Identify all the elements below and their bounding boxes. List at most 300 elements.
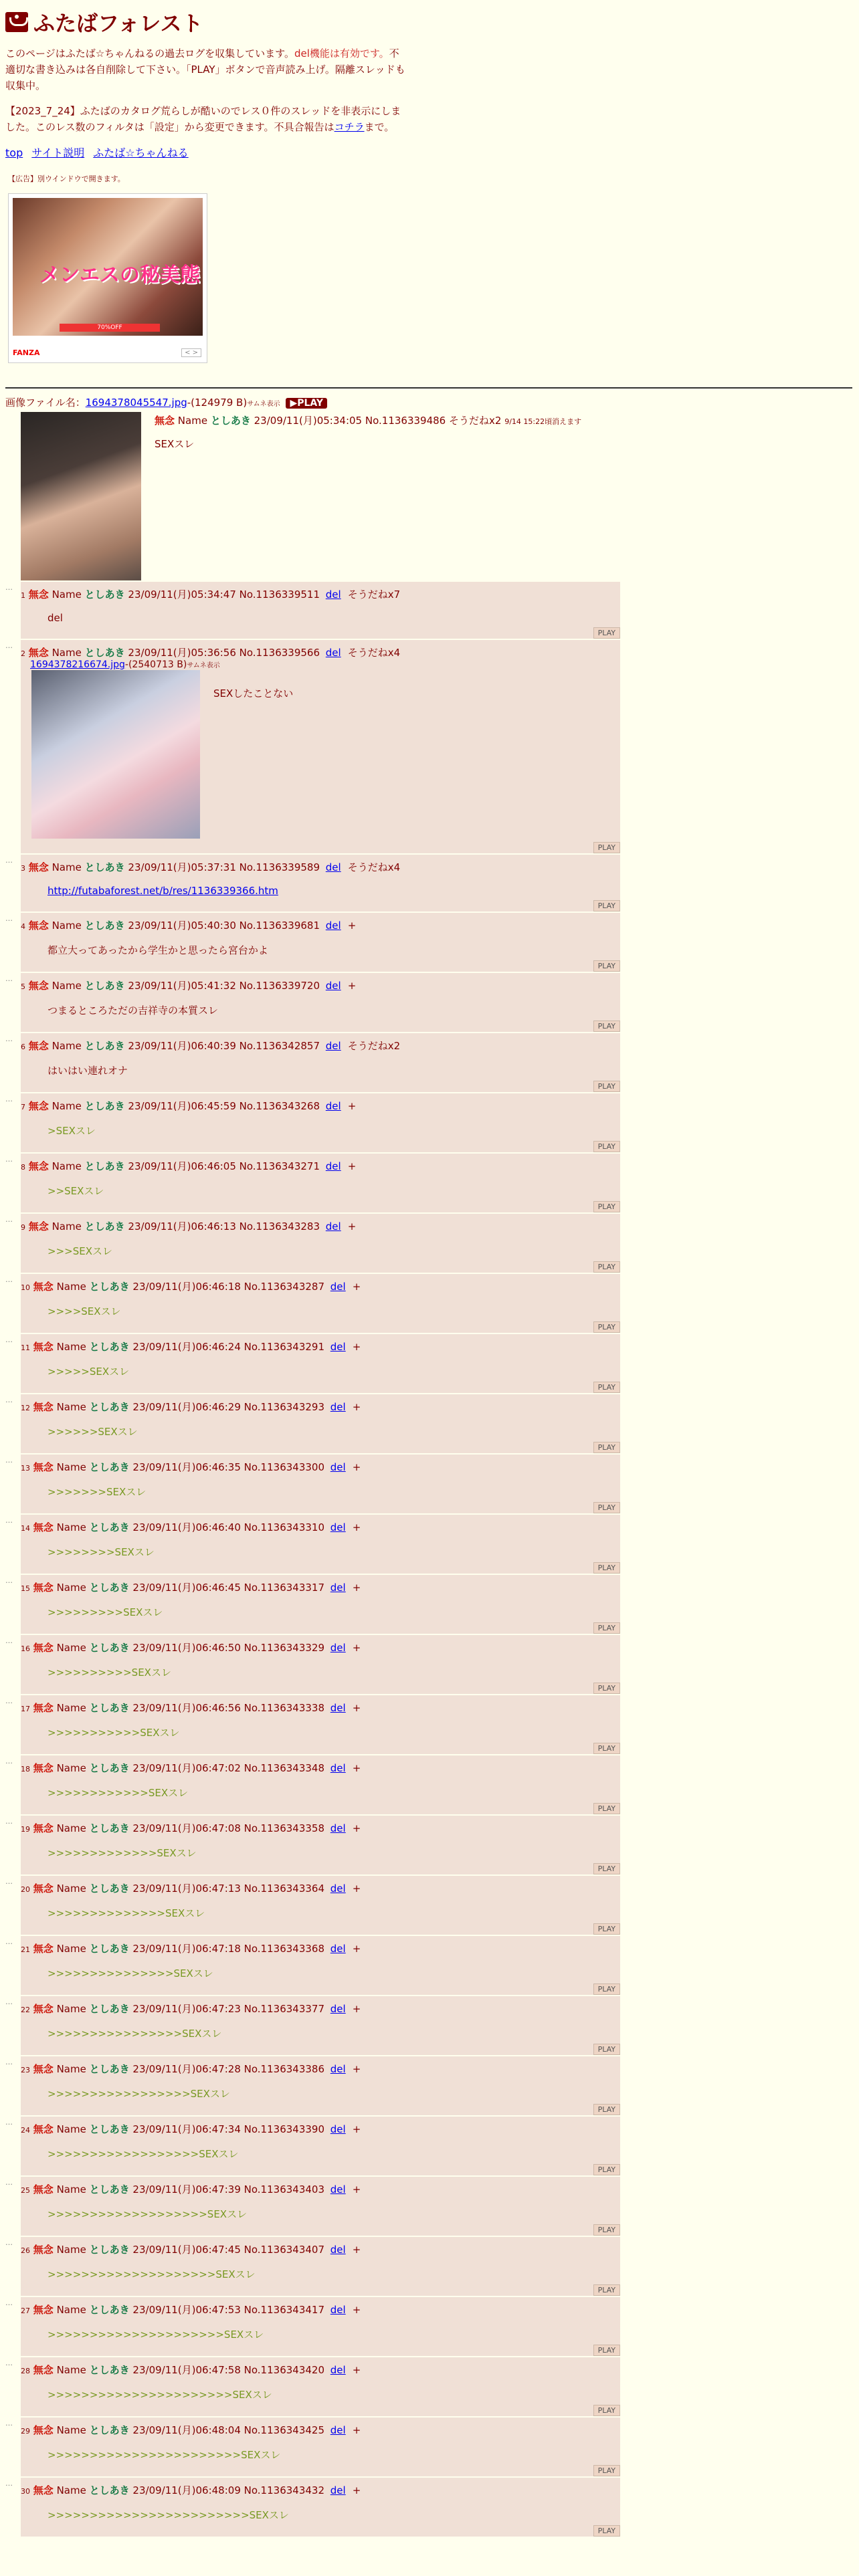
reply-thumbnail[interactable] <box>31 670 200 839</box>
reply-name: としあき <box>89 1943 130 1955</box>
reply-message: >>>>>>>>>>>>SEXスレ <box>47 1787 189 1799</box>
reply-play-button[interactable]: PLAY <box>593 2465 620 2476</box>
reply-post <box>21 1214 620 1273</box>
reply-play-button[interactable]: PLAY <box>593 2104 620 2115</box>
reply-del-link[interactable]: del <box>330 1401 346 1413</box>
op-play-button[interactable]: ▶PLAY <box>286 398 327 409</box>
intro-paragraph-2 <box>5 103 407 135</box>
reply-sodane[interactable]: + <box>352 2304 361 2316</box>
reply-play-button[interactable]: PLAY <box>593 2345 620 2356</box>
reply-name-label: Name <box>56 1461 86 1473</box>
reply-row <box>5 2117 852 2175</box>
reply-datetime: 23/09/11(月)06:48:09 <box>132 2484 241 2496</box>
reply-sodane[interactable]: + <box>352 1401 361 1413</box>
ad-brand-logo: FANZA <box>13 348 40 357</box>
reply-play-button[interactable]: PLAY <box>593 1502 620 1513</box>
reply-play-button[interactable]: PLAY <box>593 2044 620 2055</box>
site-header <box>5 7 852 37</box>
reply-dots: … <box>5 1636 13 1645</box>
reply-play-button[interactable]: PLAY <box>593 1803 620 1814</box>
reply-post <box>21 1635 620 1694</box>
reply-number: No.1136343432 <box>244 2484 324 2496</box>
reply-index: 6 <box>21 1043 25 1051</box>
reply-play-button[interactable]: PLAY <box>593 1683 620 1694</box>
reply-del-link[interactable]: del <box>330 1943 346 1955</box>
reply-name-label: Name <box>52 861 82 873</box>
reply-sodane[interactable]: そうだねx2 <box>347 1040 401 1052</box>
reply-subject: 無念 <box>33 2123 54 2135</box>
reply-header <box>21 2483 620 2497</box>
reply-sodane[interactable]: + <box>352 2123 361 2135</box>
op-file-label: 画像ファイル名： <box>5 397 86 409</box>
reply-header <box>21 2062 620 2076</box>
reply-del-link[interactable]: del <box>330 2484 346 2496</box>
reply-subject: 無念 <box>33 2484 54 2496</box>
reply-play-button[interactable]: PLAY <box>593 1983 620 1995</box>
reply-del-link[interactable]: del <box>330 1702 346 1714</box>
reply-datetime: 23/09/11(月)06:47:39 <box>132 2183 241 2195</box>
reply-sodane[interactable]: + <box>352 1582 361 1594</box>
reply-sodane[interactable]: そうだねx7 <box>347 588 401 601</box>
reply-name-label: Name <box>52 980 82 992</box>
reply-del-link[interactable]: del <box>330 2424 346 2436</box>
reply-post <box>21 640 620 853</box>
reply-sodane[interactable]: + <box>352 2424 361 2436</box>
op-thumbnail[interactable] <box>21 412 141 580</box>
reply-name: としあき <box>84 647 125 659</box>
reply-file-link[interactable]: 1694378216674.jpg <box>30 659 125 670</box>
reply-datetime: 23/09/11(月)06:46:13 <box>128 1220 236 1232</box>
intro-text-2a: 【2023_7_24】ふたばのカタログ荒らしが酷いのでレス０件のスレッドを非表示にしました。このレス数のフィルタは「設定」から変更できます。不具合報告は <box>5 105 401 133</box>
reply-del-link[interactable]: del <box>330 2123 346 2135</box>
reply-message: >>>>SEXスレ <box>47 1305 121 1317</box>
reply-sodane[interactable]: + <box>352 2484 361 2496</box>
reply-post <box>21 1455 620 1513</box>
reply-sodane[interactable]: + <box>352 2063 361 2075</box>
reply-name-label: Name <box>56 1401 86 1413</box>
op-expire: 9/14 15:22頃消えます <box>504 417 582 426</box>
reply-message: >>>>>>SEXスレ <box>47 1426 138 1438</box>
reply-del-link[interactable]: del <box>330 1341 346 1353</box>
reply-play-button[interactable]: PLAY <box>593 1923 620 1935</box>
reply-del-link[interactable]: del <box>325 1220 341 1232</box>
reply-index: 3 <box>21 864 25 873</box>
reply-name-label: Name <box>56 2003 86 2015</box>
reply-sodane[interactable]: + <box>347 920 357 932</box>
reply-del-link[interactable]: del <box>330 1822 346 1834</box>
reply-dots: … <box>5 583 13 592</box>
reply-name: としあき <box>89 2063 130 2075</box>
reply-message: >>>>>>>>>>>>>>>>>>>>SEXスレ <box>47 2268 256 2280</box>
reply-name: としあき <box>89 1883 130 1895</box>
reply-name-label: Name <box>52 1100 82 1112</box>
reply-post <box>21 2056 620 2115</box>
reply-row <box>5 1274 852 1333</box>
reply-sodane[interactable]: + <box>347 1100 357 1112</box>
reply-subject: 無念 <box>28 1100 49 1112</box>
reply-sodane[interactable]: + <box>352 1461 361 1473</box>
site-title: ふたばフォレスト <box>33 11 203 36</box>
reply-message: >SEXスレ <box>47 1125 96 1137</box>
reply-del-link[interactable]: del <box>330 2003 346 2015</box>
reply-message: >>SEXスレ <box>47 1185 104 1197</box>
reply-name: としあき <box>89 1461 130 1473</box>
op-message: SEXスレ <box>155 438 195 450</box>
report-link[interactable]: コチラ <box>334 121 365 133</box>
reply-sodane[interactable]: + <box>352 1521 361 1533</box>
reply-subject: 無念 <box>28 1220 49 1232</box>
reply-del-link[interactable]: del <box>325 1040 341 1052</box>
reply-name: としあき <box>89 1642 130 1654</box>
reply-name-label: Name <box>52 588 82 601</box>
reply-subject: 無念 <box>33 2424 54 2436</box>
reply-del-link[interactable]: del <box>330 1883 346 1895</box>
reply-message: >>>>>>>>>>>>>>>>>>>>>>>SEXスレ <box>47 2449 281 2461</box>
reply-name: としあき <box>84 920 125 932</box>
reply-dots: … <box>5 2178 13 2187</box>
reply-name: としあき <box>89 2244 130 2256</box>
reply-subject: 無念 <box>28 1040 49 1052</box>
intro-text-2b: まで。 <box>364 121 395 133</box>
reply-subject: 無念 <box>33 1642 54 1654</box>
reply-sodane[interactable]: + <box>352 2364 361 2376</box>
intro-paragraph-1 <box>5 45 407 94</box>
reply-sodane[interactable]: + <box>352 1883 361 1895</box>
ad-image[interactable] <box>13 198 203 336</box>
reply-post <box>21 1755 620 1814</box>
reply-del-link[interactable]: del <box>330 1521 346 1533</box>
reply-name-label: Name <box>56 1822 86 1834</box>
reply-header <box>21 918 620 932</box>
op-number: No.1136339486 <box>365 415 446 427</box>
reply-header <box>21 1520 620 1534</box>
reply-message: >>>>>>>>>>>>>>>>SEXスレ <box>47 2028 222 2040</box>
reply-subject: 無念 <box>33 1341 54 1353</box>
reply-header <box>21 1881 620 1895</box>
reply-name: としあき <box>89 2304 130 2316</box>
reply-sodane[interactable]: + <box>352 2244 361 2256</box>
reply-message: >>>SEXスレ <box>47 1245 112 1257</box>
intro-text-1c: 不適切な書き込みは各自削除して下さい。「PLAY」ボタンで音声読み上げ。隔離スレッドも収集中。 <box>5 47 405 92</box>
reply-name-label: Name <box>56 2244 86 2256</box>
reply-index: 26 <box>21 2246 30 2255</box>
reply-del-link[interactable]: del <box>330 1762 346 1774</box>
reply-datetime: 23/09/11(月)06:47:28 <box>132 2063 241 2075</box>
reply-del-link[interactable]: del <box>325 980 341 992</box>
reply-del-link[interactable]: del <box>330 2304 346 2316</box>
reply-play-button[interactable]: PLAY <box>593 1021 620 1032</box>
reply-del-link[interactable]: del <box>330 2063 346 2075</box>
reply-play-button[interactable]: PLAY <box>593 1743 620 1754</box>
reply-subject: 無念 <box>33 2183 54 2195</box>
reply-name-label: Name <box>56 1281 86 1293</box>
reply-number: No.1136343407 <box>244 2244 324 2256</box>
reply-name: としあき <box>89 1521 130 1533</box>
reply-play-button[interactable]: PLAY <box>593 2164 620 2175</box>
reply-play-button[interactable]: PLAY <box>593 2224 620 2236</box>
reply-sodane[interactable]: + <box>352 1943 361 1955</box>
reply-post <box>21 1154 620 1212</box>
reply-play-button[interactable]: PLAY <box>593 1201 620 1212</box>
reply-del-link[interactable]: del <box>325 588 341 601</box>
reply-number: No.1136343271 <box>239 1160 320 1172</box>
reply-sodane[interactable]: そうだねx4 <box>347 647 401 659</box>
reply-number: No.1136343348 <box>244 1762 324 1774</box>
reply-index: 2 <box>21 649 25 658</box>
reply-post <box>21 1936 620 1995</box>
reply-message: >>>>>SEXスレ <box>47 1366 130 1378</box>
reply-play-button[interactable]: PLAY <box>593 842 620 853</box>
op-sodane[interactable]: そうだねx2 <box>449 415 502 427</box>
reply-name-label: Name <box>52 1040 82 1052</box>
reply-play-button[interactable]: PLAY <box>593 960 620 972</box>
reply-number: No.1136343417 <box>244 2304 324 2316</box>
reply-post <box>21 2237 620 2296</box>
reply-row <box>5 855 852 911</box>
op-file-link[interactable]: 1694378045547.jpg <box>85 397 187 409</box>
reply-del-link[interactable]: del <box>325 920 341 932</box>
reply-del-link[interactable]: del <box>325 1160 341 1172</box>
reply-del-link[interactable]: del <box>325 1100 341 1112</box>
reply-play-button[interactable]: PLAY <box>593 1141 620 1152</box>
reply-number: No.1136339681 <box>239 920 320 932</box>
reply-sodane[interactable]: + <box>352 1341 361 1353</box>
reply-name: としあき <box>89 2003 130 2015</box>
reply-del-link[interactable]: del <box>325 647 341 659</box>
reply-post <box>21 2177 620 2236</box>
reply-header <box>21 2242 620 2256</box>
reply-header <box>21 587 620 601</box>
reply-message: >>>>>>>>>>>>>>>>>>>>>>SEXスレ <box>47 2389 272 2401</box>
reply-name-label: Name <box>56 1642 86 1654</box>
reply-play-button[interactable]: PLAY <box>593 627 620 639</box>
reply-sodane[interactable]: + <box>352 2183 361 2195</box>
reply-datetime: 23/09/11(月)06:46:40 <box>132 1521 241 1533</box>
reply-message: >>>>>>>>>>>>>>>>>>>>>>>>SEXスレ <box>47 2509 289 2521</box>
reply-subject: 無念 <box>33 1281 54 1293</box>
reply-name-label: Name <box>52 1160 82 1172</box>
reply-play-button[interactable]: PLAY <box>593 1382 620 1393</box>
reply-play-button[interactable]: PLAY <box>593 1321 620 1333</box>
reply-name: としあき <box>89 2364 130 2376</box>
reply-sodane[interactable]: そうだねx4 <box>347 861 401 873</box>
reply-dots: … <box>5 1035 13 1043</box>
reply-index: 16 <box>21 1644 30 1653</box>
reply-subject: 無念 <box>33 2304 54 2316</box>
reply-header <box>21 2182 620 2196</box>
intro-text-1a: このページはふたば☆ちゃんねるの過去ログを収集しています。 <box>5 47 294 60</box>
reply-post <box>21 973 620 1032</box>
reply-name-label: Name <box>56 1762 86 1774</box>
reply-datetime: 23/09/11(月)06:47:18 <box>132 1943 241 1955</box>
reply-name-label: Name <box>56 2364 86 2376</box>
reply-index: 24 <box>21 2126 30 2135</box>
nav-about-link[interactable]: サイト説明 <box>31 146 85 159</box>
reply-datetime: 23/09/11(月)06:46:35 <box>132 1461 241 1473</box>
reply-number: No.1136343287 <box>244 1281 324 1293</box>
reply-post <box>21 582 620 639</box>
reply-row <box>5 2418 852 2476</box>
reply-sodane[interactable]: + <box>352 1762 361 1774</box>
reply-number: No.1136343364 <box>244 1883 324 1895</box>
reply-dots: … <box>5 1095 13 1103</box>
reply-index: 20 <box>21 1885 30 1894</box>
reply-post <box>21 2478 620 2537</box>
reply-play-button[interactable]: PLAY <box>593 900 620 911</box>
reply-play-button[interactable]: PLAY <box>593 1442 620 1453</box>
reply-list <box>5 582 852 2537</box>
reply-subject: 無念 <box>28 920 49 932</box>
reply-number: No.1136343425 <box>244 2424 324 2436</box>
reply-name-label: Name <box>52 920 82 932</box>
reply-number: No.1136343420 <box>244 2364 324 2376</box>
reply-header <box>21 860 620 874</box>
reply-del-link[interactable]: del <box>330 1281 346 1293</box>
reply-sodane[interactable]: + <box>347 1160 357 1172</box>
reply-name-label: Name <box>56 2424 86 2436</box>
reply-row <box>5 2297 852 2356</box>
reply-play-button[interactable]: PLAY <box>593 1863 620 1874</box>
reply-header <box>21 2363 620 2377</box>
reply-play-button[interactable]: PLAY <box>593 1261 620 1273</box>
reply-dots: … <box>5 1456 13 1465</box>
reply-index: 8 <box>21 1163 25 1172</box>
reply-play-button[interactable]: PLAY <box>593 1562 620 1574</box>
reply-subject: 無念 <box>33 1521 54 1533</box>
reply-row <box>5 1334 852 1393</box>
reply-number: No.1136343390 <box>244 2123 324 2135</box>
reply-del-link[interactable]: del <box>330 1461 346 1473</box>
reply-name: としあき <box>84 588 125 601</box>
reply-url-link[interactable]: http://futabaforest.net/b/res/1136339366.htm <box>47 885 278 897</box>
reply-sodane[interactable]: + <box>347 980 357 992</box>
reply-name: としあき <box>89 1582 130 1594</box>
reply-dots: … <box>5 641 13 650</box>
reply-dots: … <box>5 2298 13 2307</box>
reply-dots: … <box>5 2058 13 2066</box>
reply-dots: … <box>5 1877 13 1886</box>
reply-datetime: 23/09/11(月)05:37:31 <box>128 861 236 873</box>
reply-name-label: Name <box>56 1943 86 1955</box>
reply-sodane[interactable]: + <box>352 1822 361 1834</box>
reply-message: >>>>>>>>>>>>>SEXスレ <box>47 1847 197 1859</box>
reply-index: 7 <box>21 1103 25 1111</box>
reply-message: >>>>>>>>>>SEXスレ <box>47 1667 171 1679</box>
reply-sodane[interactable]: + <box>352 1702 361 1714</box>
reply-name-label: Name <box>52 1220 82 1232</box>
reply-index: 23 <box>21 2066 30 2074</box>
reply-subject: 無念 <box>33 1762 54 1774</box>
reply-name: としあき <box>89 1762 130 1774</box>
reply-row <box>5 1876 852 1935</box>
ad-carousel-nav[interactable]: < > <box>181 348 201 357</box>
reply-dots: … <box>5 1215 13 1224</box>
reply-thumb-note: サムネ表示 <box>187 662 220 669</box>
reply-subject: 無念 <box>33 2244 54 2256</box>
reply-datetime: 23/09/11(月)06:47:45 <box>132 2244 241 2256</box>
reply-del-link[interactable]: del <box>325 861 341 873</box>
nav-top-link[interactable]: top <box>5 146 23 159</box>
reply-row <box>5 1996 852 2055</box>
reply-dots: … <box>5 1937 13 1946</box>
reply-header <box>21 2002 620 2016</box>
reply-header <box>21 2302 620 2317</box>
reply-play-button[interactable]: PLAY <box>593 2525 620 2537</box>
reply-message: >>>>>>>>>>>>>>>>>>>>>SEXスレ <box>47 2329 264 2341</box>
reply-dots: … <box>5 2359 13 2367</box>
reply-subject: 無念 <box>28 647 49 659</box>
reply-name-label: Name <box>56 2123 86 2135</box>
reply-dots: … <box>5 914 13 923</box>
reply-del-link[interactable]: del <box>330 1642 346 1654</box>
reply-play-button[interactable]: PLAY <box>593 2405 620 2416</box>
reply-message: つまるところただの吉祥寺の本質スレ <box>47 1004 219 1016</box>
reply-subject: 無念 <box>33 1461 54 1473</box>
reply-subject: 無念 <box>28 588 49 601</box>
reply-header <box>21 1941 620 1955</box>
reply-message: >>>>>>>>>>>>>>SEXスレ <box>47 1907 205 1919</box>
reply-datetime: 23/09/11(月)06:40:39 <box>128 1040 236 1052</box>
reply-play-button[interactable]: PLAY <box>593 1622 620 1634</box>
reply-post <box>21 2117 620 2175</box>
reply-row <box>5 1455 852 1513</box>
reply-name: としあき <box>89 2123 130 2135</box>
reply-play-button[interactable]: PLAY <box>593 1081 620 1092</box>
reply-sodane[interactable]: + <box>352 1281 361 1293</box>
reply-index: 28 <box>21 2367 30 2375</box>
reply-subject: 無念 <box>28 861 49 873</box>
reply-del-link[interactable]: del <box>330 2183 346 2195</box>
divider <box>5 387 852 389</box>
reply-sodane[interactable]: + <box>352 1642 361 1654</box>
nav-futaba-link[interactable]: ふたば☆ちゃんねる <box>93 146 189 159</box>
reply-message: >>>>>>>>>>>>>>>SEXスレ <box>47 1967 213 1979</box>
reply-datetime: 23/09/11(月)06:46:45 <box>132 1582 241 1594</box>
reply-post <box>21 1093 620 1152</box>
reply-header <box>21 1219 620 1233</box>
reply-datetime: 23/09/11(月)06:47:13 <box>132 1883 241 1895</box>
reply-index: 21 <box>21 1945 30 1954</box>
reply-name: としあき <box>89 1341 130 1353</box>
reply-name: としあき <box>89 2424 130 2436</box>
reply-row <box>5 1695 852 1754</box>
reply-del-link[interactable]: del <box>330 2244 346 2256</box>
reply-number: No.1136342857 <box>239 1040 320 1052</box>
reply-name-label: Name <box>56 1521 86 1533</box>
reply-sodane[interactable]: + <box>352 2003 361 2015</box>
reply-row <box>5 973 852 1032</box>
reply-datetime: 23/09/11(月)05:41:32 <box>128 980 236 992</box>
reply-play-button[interactable]: PLAY <box>593 2284 620 2296</box>
reply-name-label: Name <box>56 2183 86 2195</box>
reply-number: No.1136343358 <box>244 1822 324 1834</box>
reply-post <box>21 1695 620 1754</box>
ad-banner[interactable] <box>8 193 207 363</box>
reply-dots: … <box>5 1516 13 1525</box>
reply-name: としあき <box>89 1822 130 1834</box>
reply-name: としあき <box>84 980 125 992</box>
reply-del-link[interactable]: del <box>330 2364 346 2376</box>
reply-number: No.1136343283 <box>239 1220 320 1232</box>
reply-row <box>5 1214 852 1273</box>
reply-sodane[interactable]: + <box>347 1220 357 1232</box>
reply-number: No.1136343403 <box>244 2183 324 2195</box>
reply-name-label: Name <box>56 1702 86 1714</box>
reply-name-label: Name <box>56 1341 86 1353</box>
reply-del-link[interactable]: del <box>330 1582 346 1594</box>
reply-number: No.1136339589 <box>239 861 320 873</box>
reply-number: No.1136339511 <box>239 588 320 601</box>
